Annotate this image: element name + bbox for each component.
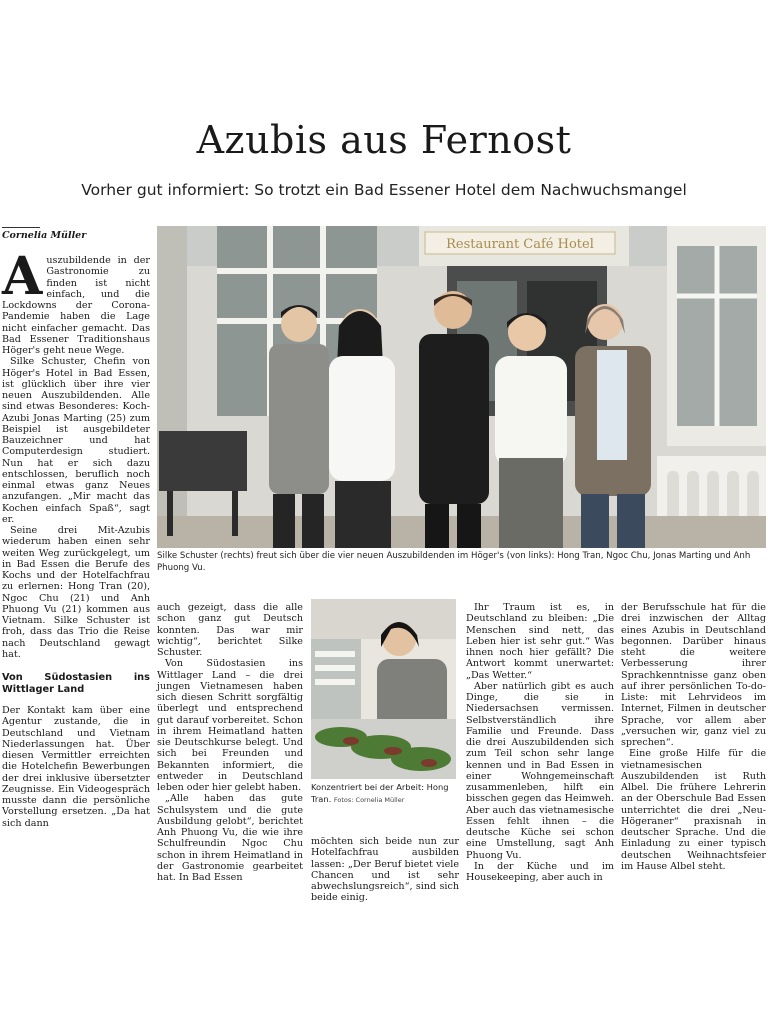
article-column-2 xyxy=(157,602,303,883)
body-paragraph: Eine große Hilfe für die vietnamesischen Auszubildenden ist Ruth Albel. Die frühere Lehrerin an der Oberschule Bad Essen unterrichtet die drei „Neu-Högeraner“ praxisnah in deutscher Sprache. Und die Einladung zu einer typisch deutschen Weihnachtsfeier im Hause Albel steht. xyxy=(621,748,766,872)
article-column-5 xyxy=(621,602,766,872)
restaurant-sign-text: Restaurant Café Hotel xyxy=(446,237,594,252)
section-subhead: Von Südostasien ins Wittlager Land xyxy=(2,672,150,695)
body-paragraph: Seine drei Mit-Azubis wiederum haben einen sehr weiten Weg zurückgelegt, um in Bad Essen die Berufe des Kochs und der Hotelfachfrau zu erlernen: Hong Tran (20), Ngoc Chu (21) und Anh Phuong Vu (21) kommen aus Vietnam. Silke Schuster ist froh, dass das Trio die Reise nach Deutschland gewagt hat. xyxy=(2,525,150,660)
article-column-4 xyxy=(466,602,614,883)
body-paragraph: Aber natürlich gibt es auch Dinge, die sie in Niedersachsen vermissen. Selbstverständlich ihre Familie und Freunde. Dass die drei Auszubildenden sich zum Teil schon sehr lange kennen und in Bad Essen in einer Wohngemeinschaft zusammenleben, hilft ein bisschen gegen das Heimweh. Aber auch das vietnamesische Essen fehlt ihnen – die deutsche Küche sei schon eine Umstellung, sagt Anh Phuong Vu. xyxy=(466,680,614,861)
lead-paragraph xyxy=(2,246,150,356)
kitchen-caption-text: Konzentriert bei der Arbeit: Hong Tran. xyxy=(311,782,449,804)
main-photo-caption: Silke Schuster (rechts) freut sich über die vier neuen Auszubildenden im Höger's (von links): Hong Tran, Ngoc Chu, Jonas Marting und Anh Phuong Vu. xyxy=(157,551,751,573)
dropcap-letter: A xyxy=(2,246,43,307)
body-paragraph: Silke Schuster, Chefin von Höger's Hotel in Bad Essen, ist glücklich über ihre vier neuen Auszubildenden. Alle sind etwas Besonderes: Koch-Azubi Jonas Marting (25) zum Beispiel ist ausgebildeter Bauzeichner und hat Computerdesign studiert. Nun hat er sich dazu entschlossen, beruflich noch einmal etwas ganz Neues anzufangen. „Mir macht das Kochen einfach Spaß“, sagt er. xyxy=(2,356,150,525)
author-byline: Cornelia Müller xyxy=(2,230,87,241)
body-paragraph: Der Kontakt kam über eine Agentur zustande, die in Deutschland und Vietnam Niederlassungen hat. Über diesen Vermittler erreichten die Hotelchefin Bewerbungen der drei inklusive übersetzter Zeugnisse. Ein Videogespräch musste dann die persönliche Vorstellung ersetzen. „Da hat sich dann xyxy=(2,705,150,829)
body-paragraph: Ihr Traum ist es, in Deutschland zu bleiben: „Die Menschen sind nett, das Leben hier ist sehr gut.“ Was ihnen noch hier gefällt? Die Antwort kommt unerwartet: „Das Wetter.“ xyxy=(466,602,614,681)
article-column-3 xyxy=(311,836,459,904)
subheadline: Vorher gut informiert: So trotzt ein Bad Essener Hotel dem Nachwuchsmangel xyxy=(81,181,687,199)
body-paragraph: Von Südostasien ins Wittlager Land – die drei jungen Vietnamesen haben sich diesen Schritt sorgfältig überlegt und entsprechend gut darauf vorbereitet. Schon in ihrem Heimatland hatten sie Deutschkurse belegt. Und sich bei Freunden und Bekannten informiert, die entweder in Deutschland leben oder hier gelebt haben. xyxy=(157,658,303,793)
article-column-1 xyxy=(2,246,150,829)
main-photo xyxy=(157,226,766,548)
kitchen-photo xyxy=(311,599,456,779)
body-paragraph: auch gezeigt, dass die alle schon ganz gut Deutsch konnten. Das war mir wichtig“, berichtet Silke Schuster. xyxy=(157,602,303,658)
body-paragraph: „Alle haben das gute Schulsystem und die gute Ausbildung gelobt“, berichtet Anh Phuong Vu, die wie ihre Schulfreundin Ngoc Chu schon in ihrem Heimatland in der Gastronomie gearbeitet hat. In Bad Essen xyxy=(157,793,303,883)
lead-paragraph-text: uszubildende in der Gastronomie zu finden ist nicht einfach, und die Lockdowns der Corona-Pandemie haben die Lage nicht einfacher gemacht. Das Bad Essener Traditionshaus Höger's geht neue Wege. xyxy=(2,255,150,356)
headline: Azubis aus Fernost xyxy=(196,118,572,162)
body-paragraph: In der Küche und im Housekeeping, aber auch in xyxy=(466,860,614,883)
kitchen-photo-caption xyxy=(311,782,461,806)
photo-credit: Fotos: Cornelia Müller xyxy=(333,795,405,804)
body-paragraph: der Berufsschule hat für die drei inzwischen der Alltag eines Azubis in Deutschland begonnen. Darüber hinaus steht die weitere Verbesserung ihrer Sprachkenntnisse ganz oben auf ihrer persönlichen To-do-Liste: mit Lehrvideos im Internet, Filmen in deutscher Sprache, vor allem aber „versuchen wir, ganz viel zu sprechen“. xyxy=(621,602,766,748)
byline-rule xyxy=(2,227,40,228)
body-paragraph: möchten sich beide nun zur Hotelfachfrau ausbilden lassen: „Der Beruf bietet viele Chancen und ist sehr abwechslungsreich“, sind sich beide einig. xyxy=(311,836,459,904)
